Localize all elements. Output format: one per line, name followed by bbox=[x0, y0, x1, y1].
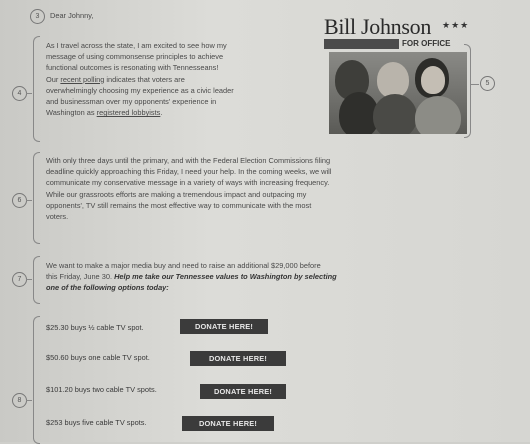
photo-person-2-body bbox=[373, 94, 417, 134]
p1-line-5: overwhelmingly choosing my experience as a civic leader bbox=[46, 85, 234, 95]
p2-line-6: voters. bbox=[46, 212, 69, 222]
p3-line-2-plain: this Friday, June 30. bbox=[46, 272, 115, 282]
p2-line-3: communicate my conservative message in a variety of ways with increasing frequency. bbox=[46, 178, 330, 188]
annotation-8-leader bbox=[26, 400, 32, 401]
annotation-7-leader bbox=[26, 279, 32, 280]
photo-person-2 bbox=[377, 62, 409, 98]
candidate-name: Bill Johnson bbox=[324, 14, 432, 39]
p1-line-3: functional outcomes is resonating with Tennesseans! bbox=[46, 63, 219, 73]
annotation-4: 4 bbox=[12, 86, 27, 101]
p1-line-4: Our recent polling indicates that voters are bbox=[46, 74, 185, 84]
photo-person-3 bbox=[421, 66, 445, 94]
paragraph-1-bracket bbox=[33, 36, 40, 142]
greeting: Dear Johnny, bbox=[50, 11, 94, 20]
annotation-5: 5 bbox=[480, 76, 495, 91]
annotation-3: 3 bbox=[30, 9, 45, 24]
stars-icon: ★★★ bbox=[442, 20, 470, 30]
option-4-label: $253 buys five cable TV spots. bbox=[46, 418, 147, 427]
photo-person-3-body bbox=[415, 96, 461, 134]
p3-line-1: We want to make a major media buy and need to raise an additional $29,000 before bbox=[46, 261, 321, 270]
p1-line-2: message of using commonsense principles to achieve bbox=[46, 52, 224, 62]
donate-button-3[interactable]: DONATE HERE! bbox=[200, 384, 286, 399]
p1-line-7: Washington as registered lobbyists. bbox=[46, 108, 163, 118]
p3-line-3: one of the following options today: bbox=[46, 283, 169, 293]
p3-line-2 bbox=[46, 271, 337, 282]
paragraph-3-bracket bbox=[33, 256, 40, 304]
donate-button-1[interactable]: DONATE HERE! bbox=[180, 319, 268, 334]
annotation-6: 6 bbox=[12, 193, 27, 208]
paragraph-1 bbox=[46, 40, 234, 118]
p2-line-4: While our grassroots efforts are making a tremendous impact and outpacing my bbox=[46, 189, 307, 199]
annotation-4-leader bbox=[26, 93, 32, 94]
campaign-subtitle bbox=[324, 38, 458, 49]
donate-button-4[interactable]: DONATE HERE! bbox=[182, 416, 274, 431]
annotation-8: 8 bbox=[12, 393, 27, 408]
candidate-family-photo bbox=[329, 52, 467, 134]
p1-line-1: As I travel across the state, I am excited to see how my bbox=[46, 41, 227, 50]
donate-button-2[interactable]: DONATE HERE! bbox=[190, 351, 286, 366]
annotation-7: 7 bbox=[12, 272, 27, 287]
p3-call-to-action: Help me take our Tennessee values to Washington by selecting bbox=[114, 272, 337, 282]
p2-line-5: opponents', TV still remains the most effective way to communicate with the most bbox=[46, 200, 312, 210]
option-1-label: $25.30 buys ½ cable TV spot. bbox=[46, 323, 144, 332]
options-bracket bbox=[33, 316, 40, 444]
p2-line-1: With only three days until the primary, and with the Federal Election Commissions filing bbox=[46, 156, 331, 165]
paragraph-3 bbox=[46, 260, 337, 294]
paragraph-2-bracket bbox=[33, 152, 40, 244]
subtitle-for-office: FOR OFFICE bbox=[402, 39, 451, 48]
subtitle-dark-band bbox=[324, 39, 399, 49]
option-3-label: $101.20 buys two cable TV spots. bbox=[46, 385, 157, 394]
option-2-label: $50.60 buys one cable TV spot. bbox=[46, 353, 150, 362]
p2-line-2: deadline quickly approaching this Friday, I need your help. In the coming weeks, we will bbox=[46, 167, 332, 177]
annotation-6-leader bbox=[26, 200, 32, 201]
header-bracket bbox=[464, 44, 471, 138]
annotation-5-leader bbox=[471, 84, 479, 85]
p1-line-6: and businessman over my opponents' experience in bbox=[46, 97, 217, 107]
paragraph-2 bbox=[46, 155, 331, 222]
